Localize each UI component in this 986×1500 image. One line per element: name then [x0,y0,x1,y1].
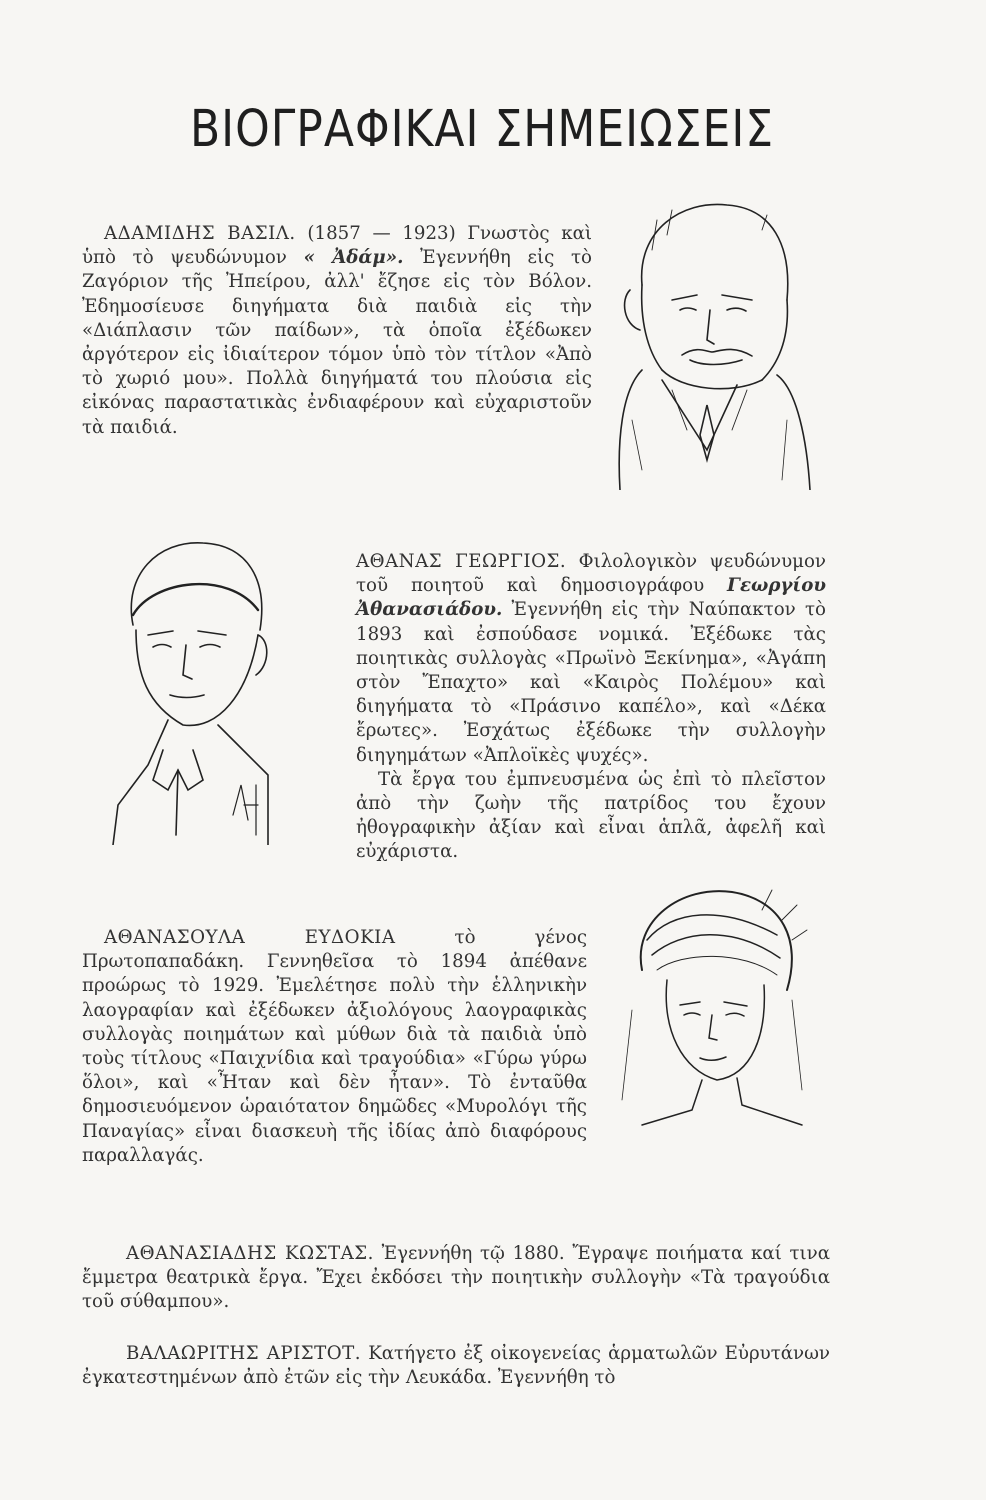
entry-text: Κατήγετο ἐξ οἰκογενείας ἁρματωλῶν Εὐρυτάνων ἐγκατεστημένων ἀπὸ ἐτῶν εἰς τὴν Λευκάδα. Ἐγεννήθη τὸ [82,1343,830,1389]
portrait-athanasoula [612,880,812,1140]
entry-text: τὸ γένος Πρωτοπαπαδάκη. Γεννηθεῖσα τὸ 1894 ἀπέθανε προώρως τὸ 1929. Ἐμελέτησε πολὺ τὴν ἑλληνικὴν λαογραφίαν καὶ ἐξέδωκεν ἀξιολόγους λαογραφικὰς συλλογὰς ποιημάτων καὶ μύθων διὰ τὰ παιδιὰ ὑπὸ τοὺς τίτλους «Παιχνίδια καὶ τραγούδια» «Γύρω γύρω ὅλοι», καὶ «Ἦταν καὶ δὲν ἦταν». Τὸ ἐνταῦθα δημοσιευόμενον ὡραιότατον δημῶδες «Μυρολόγι τῆς Παναγίας» εἶναι διασκευὴ τῆς ἰδίας ἀπὸ διαφόρους παραλλαγάς. [82,927,588,1166]
entry-text: Φιλολογικὸν ψευδώνυμον τοῦ ποιητοῦ καὶ δημοσιογράφου [356,551,826,597]
entry-heading: ΑΘΑΝΑΣ ΓΕΩΡΓΙΟΣ. [356,551,567,572]
entry-heading: ΑΘΑΝΑΣΟΥΛΑ ΕΥΔΟΚΙΑ [104,927,396,948]
entry-text: Ἐγεννήθη τῷ 1880. Ἔγραψε ποιήματα καί τινα ἔμμετρα θεατρικὰ ἔργα. Ἔχει ἐκδόσει τὴν ποιητικὴν συλλογὴν «Τὰ τραγούδια τοῦ σύθαμπου». [82,1243,830,1313]
entry-athanas [356,550,826,865]
entry-adamidis [82,222,592,440]
pseudonym: « Ἀδάμ». [303,247,404,269]
entry-text: Ἐγεννήθη εἰς τὸ Ζαγόριον τῆς Ἠπείρου, ἀλλ' ἔζησε εἰς τὸν Βόλον. Ἐδημοσίευσε διηγήματα διὰ παιδιὰ εἰς τὴν «Διάπλασιν τῶν παίδων», τὰ ὁποῖα ἐξέδωκεν ἀργότερον εἰς ἰδιαίτερον τόμον ὑπὸ τὸν τίτλον «Ἀπὸ τὸ χωριό μου». Πολλὰ διηγήματά του πλούσια εἰς εἰκόνας παραστατικὰς ἐνδιαφέρουν καὶ εὐχαριστοῦν τὰ παιδιά. [82,247,592,438]
portrait-adamidis [612,190,812,490]
entry-heading: ΒΑΛΑΩΡΙΤΗΣ ΑΡΙΣΤΟΤ. [126,1343,362,1364]
portrait-athanas [108,535,273,845]
real-name: Γεωργίου Ἀθανασιάδου. [356,575,826,621]
entry-valaoritis [82,1342,830,1390]
entry-athanasiadis [82,1242,830,1315]
entry-text: (1857 — 1923) Γνωστὸς καὶ ὑπὸ τὸ ψευδώνυμον [82,223,592,269]
entry-heading: ΑΘΑΝΑΣΙΑΔΗΣ ΚΩΣΤΑΣ. [126,1243,374,1264]
entry-athanasoula [82,926,587,1168]
entry-heading: ΑΔΑΜΙΔΗΣ ΒΑΣΙΛ. [104,223,296,244]
entry-paragraph: Τὰ ἔργα του ἐμπνευσμένα ὡς ἐπὶ τὸ πλεῖστον ἀπὸ τὴν ζωὴν τῆς πατρίδος του ἔχουν ἠθογραφικὴν ἀξίαν καὶ εἶναι ἁπλᾶ, ἀφελῆ καὶ εὐχάριστα. [356,768,826,863]
entry-text: Ἐγεννήθη εἰς τὴν Ναύπακτον τὸ 1893 καὶ ἐσπούδασε νομικά. Ἐξέδωκε τὰς ποιητικὰς συλλογὰς «Πρωϊνὸ Ξεκίνημα», «Ἀγάπη στὸν Ἔπαχτο» καὶ «Καιρὸς Πολέμου» καὶ διηγήματα τὸ «Πράσινο καπέλο», καὶ «Δέκα ἔρωτες». Ἐσχάτως ἐξέδωκε τὴν συλλογὴν διηγημάτων «Ἀπλοϊκὲς ψυχές». [356,599,826,766]
page-title: ΒΙΟΓΡΑΦΙΚΑΙ ΣΗΜΕΙΩΣΕΙΣ [190,100,775,159]
